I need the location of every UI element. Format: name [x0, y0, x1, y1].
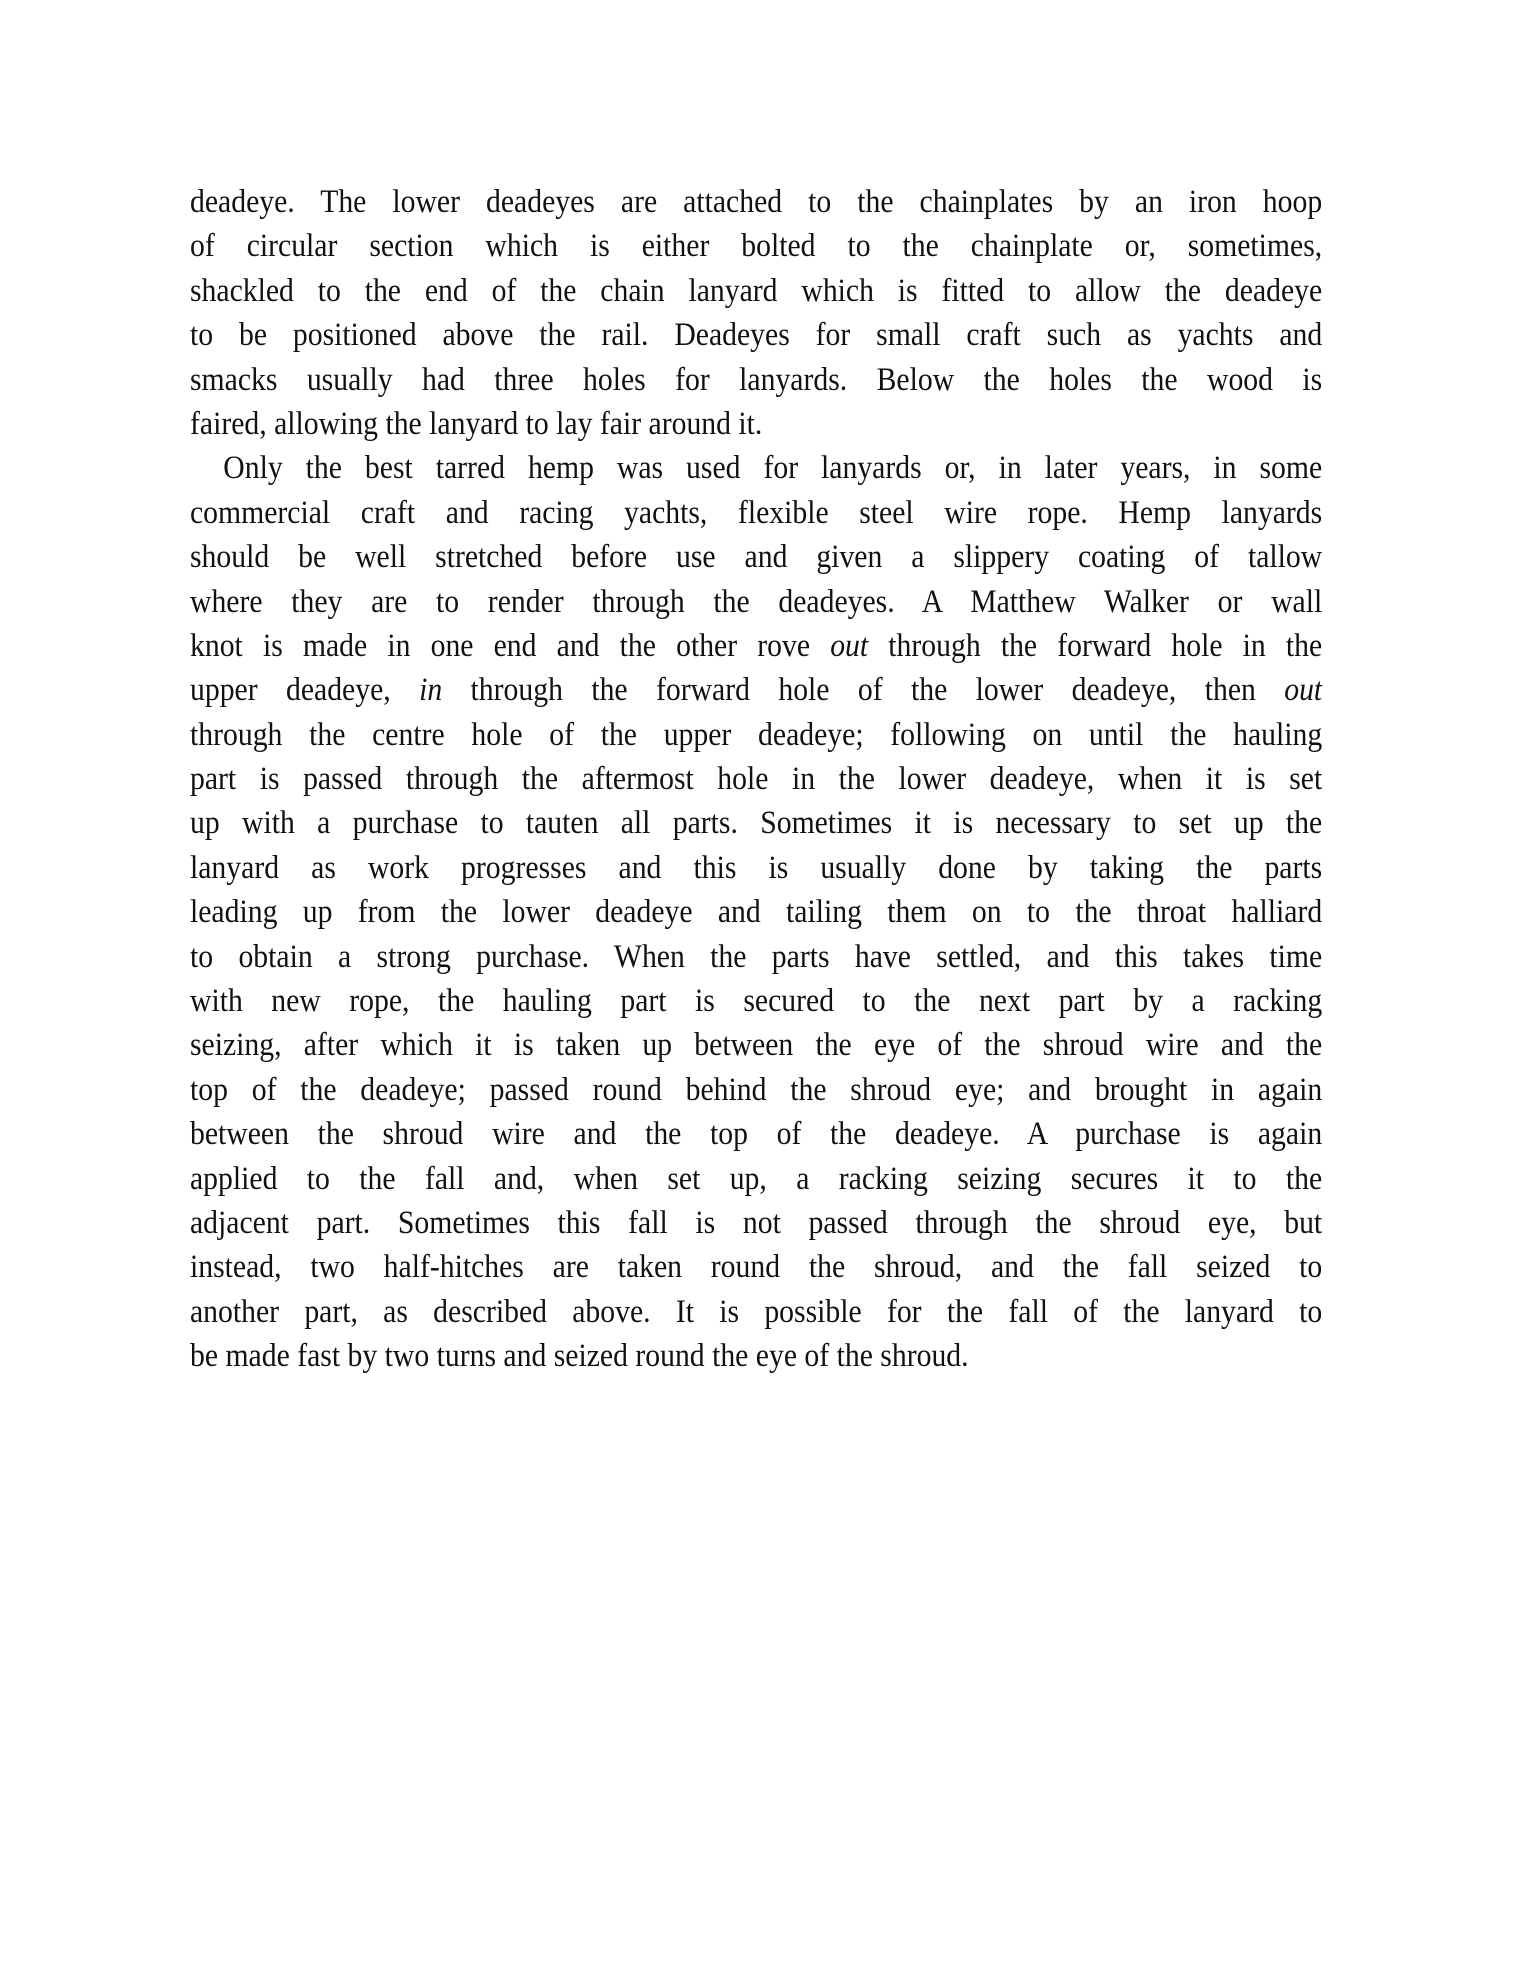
body-text: [190, 180, 1322, 1379]
text-line: [190, 1245, 1322, 1289]
text-run: be made fast by two turns and seized round the eye of the shroud.: [190, 1338, 969, 1375]
text-run: lanyard as work progresses and this is usually done by taking the parts: [190, 849, 1323, 886]
text-run: of circular section which is either bolted to the chainplate or, sometimes,: [190, 228, 1323, 265]
text-run: to obtain a strong purchase. When the parts have settled, and this takes time: [190, 938, 1323, 975]
italic-word: in: [419, 672, 443, 709]
text-line: [190, 713, 1322, 757]
text-run: to be positioned above the rail. Deadeyes for small craft such as yachts and: [190, 317, 1323, 354]
text-line: [190, 979, 1322, 1023]
text-line: [190, 491, 1322, 535]
text-run: knot is made in one end and the other rove: [190, 627, 831, 664]
text-line: [190, 935, 1322, 979]
text-run: Only the best tarred hemp was used for lanyards or, in later years, in some: [223, 450, 1323, 487]
text-line: [190, 269, 1322, 313]
text-run: another part, as described above. It is possible for the fall of the lanyard to: [190, 1293, 1323, 1330]
text-line: [190, 1112, 1322, 1156]
text-line: [190, 890, 1322, 934]
text-line: [190, 668, 1322, 712]
text-run: adjacent part. Sometimes this fall is not passed through the shroud eye, but: [190, 1204, 1323, 1241]
text-line: [190, 446, 1322, 490]
text-line: [190, 358, 1322, 402]
text-line: [190, 1068, 1322, 1112]
text-run: up with a purchase to tauten all parts. Sometimes it is necessary to set up the: [190, 805, 1323, 842]
text-run: where they are to render through the deadeyes. A Matthew Walker or wall: [190, 583, 1323, 620]
text-run: with new rope, the hauling part is secured to the next part by a racking: [190, 983, 1323, 1020]
text-run: seizing, after which it is taken up between the eye of the shroud wire and the: [190, 1027, 1323, 1064]
text-line: [190, 624, 1322, 668]
text-line: [190, 580, 1322, 624]
text-line: [190, 402, 1322, 446]
text-line: [190, 313, 1322, 357]
text-line: [190, 1201, 1322, 1245]
text-line: [190, 535, 1322, 579]
text-run: commercial craft and racing yachts, flexible steel wire rope. Hemp lanyards: [190, 494, 1323, 531]
text-run: leading up from the lower deadeye and tailing them on to the throat halliard: [190, 894, 1323, 931]
text-run: through the forward hole in the: [868, 627, 1323, 664]
text-run: shackled to the end of the chain lanyard which is fitted to allow the deadeye: [190, 272, 1323, 309]
text-run: through the forward hole of the lower deadeye, then: [442, 672, 1285, 709]
text-run: smacks usually had three holes for lanyards. Below the holes the wood is: [190, 361, 1323, 398]
text-line: [190, 1290, 1322, 1334]
text-run: deadeye. The lower deadeyes are attached to the chainplates by an iron hoop: [190, 184, 1323, 220]
text-line: [190, 1334, 1322, 1378]
text-line: [190, 846, 1322, 890]
text-line: [190, 1157, 1322, 1201]
text-run: top of the deadeye; passed round behind the shroud eye; and brought in again: [190, 1071, 1323, 1108]
italic-word: out: [1284, 672, 1323, 709]
text-run: applied to the fall and, when set up, a racking seizing secures it to the: [190, 1160, 1323, 1197]
italic-word: out: [830, 627, 869, 664]
text-run: faired, allowing the lanyard to lay fair around it.: [190, 405, 763, 442]
text-run: should be well stretched before use and given a slippery coating of tallow: [190, 539, 1323, 576]
text-run: part is passed through the aftermost hole in the lower deadeye, when it is set: [190, 761, 1323, 798]
text-line: [190, 1023, 1322, 1067]
text-run: upper deadeye,: [190, 672, 420, 709]
text-line: [190, 757, 1322, 801]
text-run: instead, two half-hitches are taken round the shroud, and the fall seized to: [190, 1249, 1323, 1286]
text-run: through the centre hole of the upper deadeye; following on until the hauling: [190, 716, 1323, 753]
text-line: [190, 224, 1322, 268]
text-run: between the shroud wire and the top of the deadeye. A purchase is again: [190, 1116, 1323, 1153]
text-line: [190, 801, 1322, 845]
text-line: [190, 180, 1322, 224]
